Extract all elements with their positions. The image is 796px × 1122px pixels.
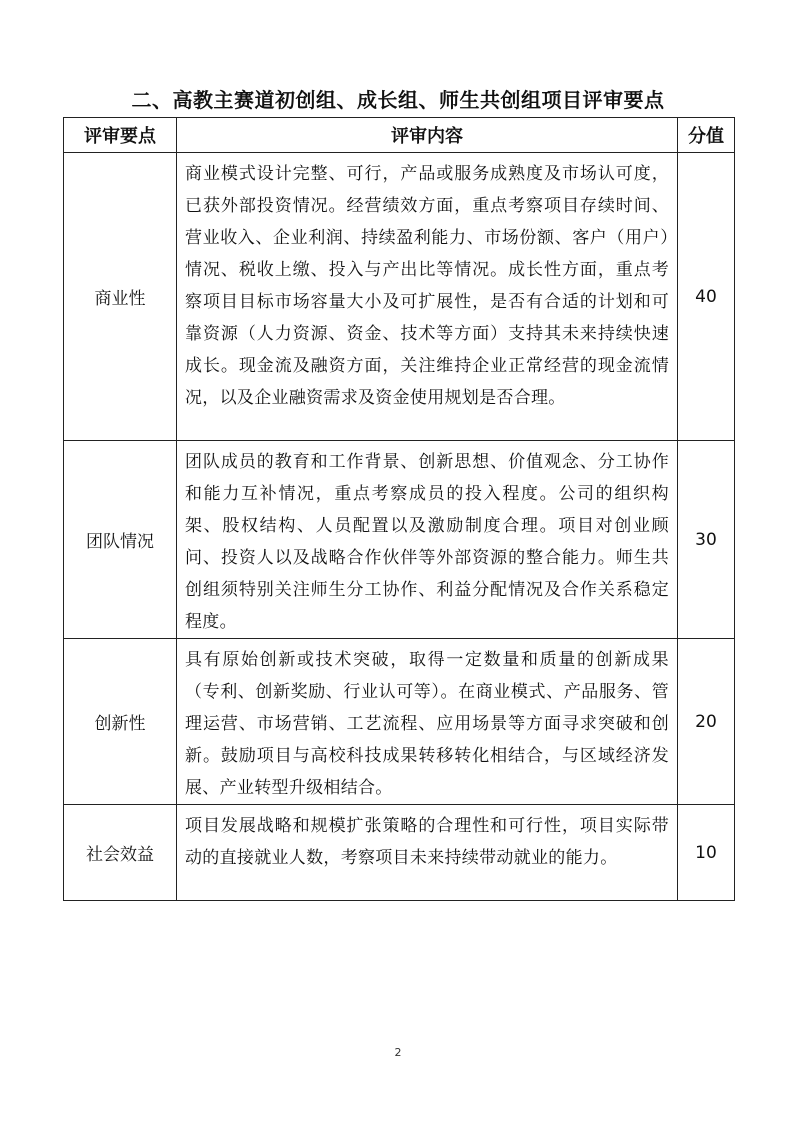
row-criterion: 团队情况 xyxy=(64,441,177,639)
header-criterion: 评审要点 xyxy=(64,118,177,153)
table-row xyxy=(64,441,735,639)
row-score: 30 xyxy=(678,441,735,639)
page-number: 2 xyxy=(394,1046,402,1059)
table-row xyxy=(64,805,735,901)
row-score: 20 xyxy=(678,639,735,805)
header-content: 评审内容 xyxy=(177,118,678,153)
row-content: 商业模式设计完整、可行，产品或服务成熟度及市场认可度，已获外部投资情况。经营绩效方面，重点考察项目存续时间、营业收入、企业利润、持续盈利能力、市场份额、客户（用户）情况、税收上缴、投入与产出比等情况。成长性方面，重点考察项目目标市场容量大小及可扩展性，是否有合适的计划和可靠资源（人力资源、资金、技术等方面）支持其未来持续快速成长。现金流及融资方面，关注维持企业正常经营的现金流情况，以及企业融资需求及资金使用规划是否合理。 xyxy=(177,153,678,441)
row-content: 具有原始创新或技术突破，取得一定数量和质量的创新成果（专利、创新奖励、行业认可等）。在商业模式、产品服务、管理运营、市场营销、工艺流程、应用场景等方面寻求突破和创新。鼓励项目与高校科技成果转移转化相结合，与区域经济发展、产业转型升级相结合。 xyxy=(177,639,678,805)
table-row xyxy=(64,153,735,441)
header-score: 分值 xyxy=(678,118,735,153)
row-content: 项目发展战略和规模扩张策略的合理性和可行性，项目实际带动的直接就业人数，考察项目未来持续带动就业的能力。 xyxy=(177,805,678,901)
row-criterion: 商业性 xyxy=(64,153,177,441)
table-header-row xyxy=(64,118,735,153)
row-content: 团队成员的教育和工作背景、创新思想、价值观念、分工协作和能力互补情况，重点考察成员的投入程度。公司的组织构架、股权结构、人员配置以及激励制度合理。项目对创业顾问、投资人以及战略合作伙伴等外部资源的整合能力。师生共创组须特别关注师生分工协作、利益分配情况及合作关系稳定程度。 xyxy=(177,441,678,639)
row-score: 40 xyxy=(678,153,735,441)
row-score: 10 xyxy=(678,805,735,901)
page-title: 二、高教主赛道初创组、成长组、师生共创组项目评审要点 xyxy=(131,88,665,112)
row-criterion: 创新性 xyxy=(64,639,177,805)
row-criterion: 社会效益 xyxy=(64,805,177,901)
review-criteria-table xyxy=(63,117,735,901)
table-row xyxy=(64,639,735,805)
